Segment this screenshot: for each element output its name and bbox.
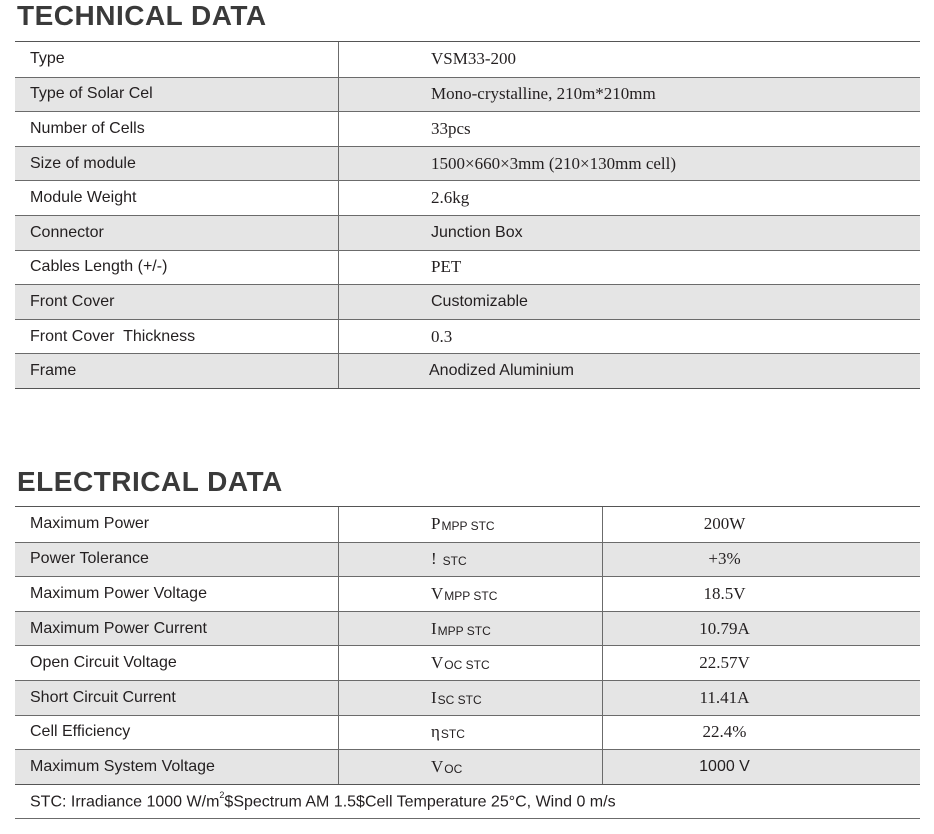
table-row (15, 215, 920, 250)
symbol-main: I (431, 618, 437, 638)
symbol-main: V (431, 653, 444, 673)
column-divider (338, 78, 339, 112)
row-value: 22.57V (699, 653, 750, 673)
row-symbol (431, 612, 491, 646)
row-symbol (431, 577, 497, 611)
electrical-data-table (15, 506, 920, 785)
row-label: Front Cover Thickness (30, 327, 196, 345)
table-row (15, 319, 920, 354)
row-label: Type (30, 50, 65, 68)
technical-data-title: TECHNICAL DATA (17, 0, 267, 31)
row-value: 200W (703, 514, 746, 534)
column-divider (338, 285, 339, 319)
row-symbol (431, 507, 495, 542)
row-value: 1500×660×3mm (210×130mm cell) (431, 153, 677, 173)
row-label: Open Circuit Voltage (30, 654, 177, 672)
footnote-divider (15, 818, 920, 819)
symbol-subscript: OC (444, 761, 463, 776)
column-divider (338, 507, 339, 542)
table-row (15, 542, 920, 577)
table-row (15, 645, 920, 680)
table-row (15, 77, 920, 112)
row-value: 2.6kg (431, 188, 470, 208)
row-value: PET (431, 257, 462, 277)
symbol-subscript: STC (442, 554, 467, 569)
symbol-main: V (431, 583, 444, 603)
row-value: 11.41A (699, 687, 750, 707)
row-label: Size of module (30, 154, 136, 172)
table-row (15, 576, 920, 611)
row-symbol (431, 681, 482, 715)
column-divider (338, 716, 339, 750)
table-row (15, 353, 920, 388)
symbol-subscript: MPP STC (441, 519, 495, 534)
column-divider (338, 577, 339, 611)
row-value: Anodized Aluminium (429, 362, 574, 380)
footnote-text-end: $Spectrum AM 1.5$Cell Temperature 25°C, Wind 0 m/s (224, 793, 616, 811)
row-value: VSM33-200 (431, 49, 517, 69)
symbol-subscript: SC STC (437, 692, 482, 707)
row-value: 10.79A (699, 618, 750, 638)
table-row (15, 284, 920, 319)
table-row (15, 42, 920, 77)
table-row (15, 611, 920, 646)
column-divider (338, 181, 339, 215)
row-label: Frame (30, 362, 77, 380)
footnote-superscript: 2 (219, 790, 225, 800)
technical-data-table (15, 41, 920, 389)
row-label: Maximum Power Current (30, 619, 207, 637)
row-label: Maximum Power Voltage (30, 584, 207, 602)
row-value: Customizable (431, 292, 528, 310)
symbol-main: V (431, 756, 444, 776)
table-row (15, 146, 920, 181)
symbol-subscript: OC STC (444, 658, 490, 673)
row-label: Type of Solar Cel (30, 85, 153, 103)
row-label: Maximum System Voltage (30, 757, 215, 775)
column-divider (338, 612, 339, 646)
electrical-data-title: ELECTRICAL DATA (17, 466, 283, 497)
column-divider (338, 750, 339, 784)
row-value: Mono-crystalline, 210m*210mm (431, 84, 656, 104)
column-divider (338, 112, 339, 146)
column-divider (338, 216, 339, 250)
row-value: 18.5V (703, 583, 746, 603)
row-label: Maximum Power (30, 515, 150, 533)
row-label: Number of Cells (30, 119, 145, 137)
column-divider (338, 646, 339, 680)
row-value: 0.3 (431, 326, 453, 346)
table-row (15, 680, 920, 715)
footnote-text-start: STC: Irradiance 1000 W/m (30, 793, 220, 811)
column-divider (338, 147, 339, 181)
table-row (15, 507, 920, 542)
symbol-subscript: MPP STC (444, 588, 498, 603)
column-divider (338, 320, 339, 354)
row-value: +3% (708, 549, 741, 569)
row-label: Connector (30, 223, 104, 241)
table-row (15, 180, 920, 215)
row-value: 22.4% (702, 722, 747, 742)
symbol-main: I (431, 687, 437, 707)
row-value: 1000 V (699, 757, 750, 775)
row-symbol (431, 716, 465, 750)
row-label: Cables Length (+/-) (30, 258, 168, 276)
column-divider (338, 681, 339, 715)
row-label: Power Tolerance (30, 550, 149, 568)
row-label: Cell Efficiency (30, 723, 131, 741)
column-divider (338, 543, 339, 577)
symbol-subscript: MPP STC (437, 623, 491, 638)
row-value: 33pcs (431, 118, 471, 138)
column-divider (338, 251, 339, 285)
symbol-main: η (431, 722, 440, 742)
table-row (15, 749, 920, 784)
column-divider (338, 42, 339, 77)
row-symbol (431, 750, 462, 784)
column-divider (338, 354, 339, 388)
row-label: Short Circuit Current (30, 688, 176, 706)
row-label: Module Weight (30, 189, 137, 207)
row-symbol (431, 646, 490, 680)
symbol-main: P (431, 514, 441, 534)
symbol-subscript: STC (440, 727, 465, 742)
row-value: Junction Box (431, 223, 523, 241)
row-symbol (431, 543, 467, 577)
symbol-main: ! (431, 549, 437, 569)
stc-footnote (30, 792, 616, 811)
row-label: Front Cover (30, 292, 115, 310)
table-row (15, 111, 920, 146)
table-row (15, 715, 920, 750)
table-row (15, 250, 920, 285)
